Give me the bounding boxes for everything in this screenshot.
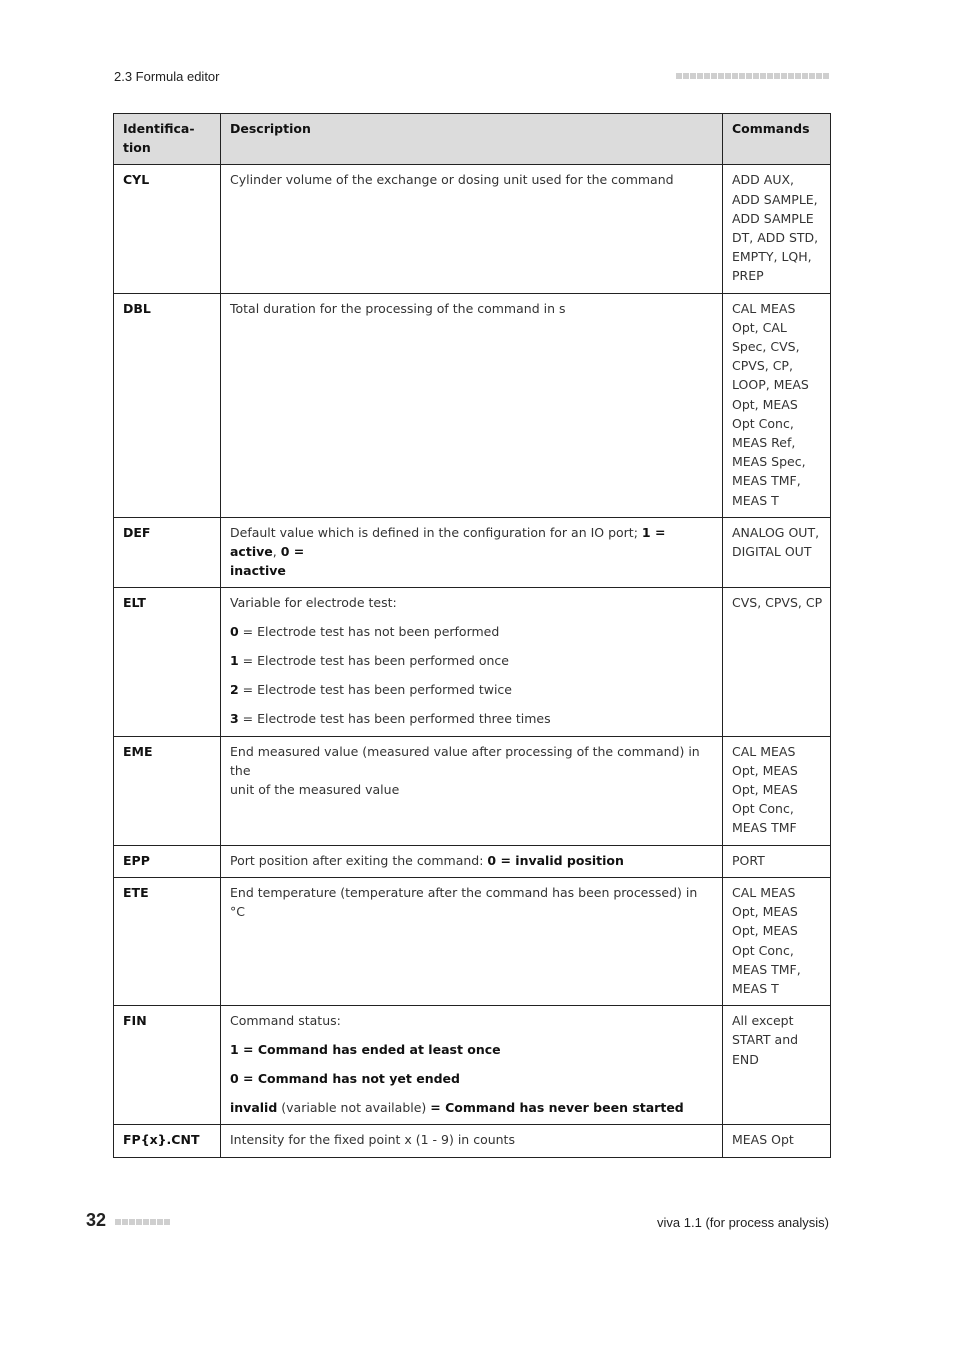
row-description xyxy=(221,588,723,736)
description-line xyxy=(230,1069,713,1088)
table-row xyxy=(114,1125,831,1157)
command-line: LOOP, MEAS xyxy=(732,377,809,393)
section-title: 2.3 Formula editor xyxy=(114,69,220,84)
table-row xyxy=(114,1006,831,1125)
square-mark xyxy=(704,73,710,79)
bold-text: 1 xyxy=(230,653,239,669)
row-description xyxy=(221,293,723,517)
text-run: = Electrode test has been performed once xyxy=(238,653,509,669)
command-line: CAL MEAS xyxy=(732,300,796,316)
description-line xyxy=(230,883,713,921)
row-commands xyxy=(723,1006,831,1125)
square-mark xyxy=(711,73,717,79)
bold-text: 0 = xyxy=(280,544,305,560)
row-description xyxy=(221,165,723,293)
command-line: CAL MEAS xyxy=(732,743,796,759)
row-description xyxy=(221,736,723,845)
row-description xyxy=(221,1006,723,1125)
description-line xyxy=(230,1040,713,1059)
bold-text: 2 xyxy=(230,682,239,698)
header-description: Description xyxy=(221,114,723,165)
table-row xyxy=(114,845,831,877)
description-line xyxy=(230,299,713,318)
row-identification: DEF xyxy=(114,517,221,588)
command-line: MEAS TMF, xyxy=(732,961,801,977)
row-commands xyxy=(723,1125,831,1157)
command-line: ANALOG OUT, xyxy=(732,524,820,540)
row-description xyxy=(221,877,723,1005)
description-line xyxy=(230,170,713,189)
square-mark xyxy=(150,1219,156,1225)
row-description xyxy=(221,1125,723,1157)
row-identification: EME xyxy=(114,736,221,845)
command-line: ADD SAMPLE, xyxy=(732,191,818,207)
row-commands xyxy=(723,588,831,736)
table-header-row xyxy=(114,114,831,165)
bold-text: invalid xyxy=(230,1100,278,1116)
command-line: MEAS T xyxy=(732,492,779,508)
square-mark xyxy=(823,73,829,79)
command-line: Opt, MEAS xyxy=(732,396,798,412)
text-run: End temperature (temperature after the command has been processed) in °C xyxy=(230,884,698,920)
document-title: viva 1.1 (for process analysis) xyxy=(657,1215,829,1230)
square-mark xyxy=(157,1219,163,1225)
page-number: 32 xyxy=(86,1210,107,1230)
square-mark xyxy=(143,1219,149,1225)
text-run: Command status: xyxy=(230,1013,341,1029)
command-line: Opt, MEAS xyxy=(732,782,798,798)
row-commands xyxy=(723,293,831,517)
command-line: MEAS Ref, xyxy=(732,435,796,451)
table-row xyxy=(114,736,831,845)
description-line xyxy=(230,1098,713,1117)
row-identification: EPP xyxy=(114,845,221,877)
description-line xyxy=(230,651,713,670)
square-mark xyxy=(122,1219,128,1225)
description-line xyxy=(230,742,713,800)
text-run: Intensity for the fixed point x (1 - 9) in counts xyxy=(230,1132,515,1148)
description-line xyxy=(230,1130,713,1149)
row-identification: ELT xyxy=(114,588,221,736)
command-line: MEAS T xyxy=(732,980,779,996)
bold-text: 0 xyxy=(230,624,239,640)
footer-decoration xyxy=(115,1219,170,1225)
command-line: Spec, CVS, xyxy=(732,339,800,355)
square-mark xyxy=(732,73,738,79)
table-row xyxy=(114,877,831,1005)
text-run: Port position after exiting the command: xyxy=(230,852,488,868)
command-line: ADD AUX, xyxy=(732,172,795,188)
bold-text: inactive xyxy=(230,563,286,579)
square-mark xyxy=(739,73,745,79)
text-run: unit of the measured value xyxy=(230,782,400,798)
square-mark xyxy=(746,73,752,79)
description-line xyxy=(230,622,713,641)
description-line xyxy=(230,523,713,581)
command-line: All except xyxy=(732,1013,794,1029)
command-line: CVS, CPVS, CP xyxy=(732,595,823,611)
bold-text: 1 = active xyxy=(230,524,666,560)
command-line: DT, ADD STD, xyxy=(732,230,819,246)
square-mark xyxy=(802,73,808,79)
text-run: = Electrode test has been performed twice xyxy=(238,682,512,698)
command-line: START and xyxy=(732,1032,799,1048)
command-line: DIGITAL OUT xyxy=(732,544,812,560)
square-mark xyxy=(781,73,787,79)
square-mark xyxy=(718,73,724,79)
row-identification: FP{x}.CNT xyxy=(114,1125,221,1157)
square-mark xyxy=(753,73,759,79)
command-line: MEAS TMF xyxy=(732,820,797,836)
row-commands xyxy=(723,877,831,1005)
bold-text: 0 = invalid position xyxy=(487,852,624,868)
text-run: = Electrode test has not been performed xyxy=(238,624,500,640)
text-run: Default value which is defined in the configuration for an IO port; xyxy=(230,524,642,540)
square-mark xyxy=(767,73,773,79)
square-mark xyxy=(795,73,801,79)
row-identification: DBL xyxy=(114,293,221,517)
command-line: Opt, MEAS xyxy=(732,762,798,778)
text-run: Cylinder volume of the exchange or dosing unit used for the command xyxy=(230,172,674,188)
command-line: PORT xyxy=(732,852,765,868)
text-run: (variable not available) xyxy=(277,1100,431,1116)
row-description xyxy=(221,845,723,877)
text-run: Variable for electrode test: xyxy=(230,595,397,611)
command-line: Opt, MEAS xyxy=(732,923,798,939)
table-row xyxy=(114,165,831,293)
row-identification: CYL xyxy=(114,165,221,293)
square-mark xyxy=(129,1219,135,1225)
square-mark xyxy=(760,73,766,79)
row-identification: ETE xyxy=(114,877,221,1005)
row-commands xyxy=(723,736,831,845)
square-mark xyxy=(697,73,703,79)
bold-text: 3 xyxy=(230,711,239,727)
command-line: Opt Conc, xyxy=(732,801,794,817)
command-line: EMPTY, LQH, xyxy=(732,249,812,265)
command-line: ADD SAMPLE xyxy=(732,210,814,226)
text-run: Total duration for the processing of the command in s xyxy=(230,300,566,316)
command-line: Opt, MEAS xyxy=(732,904,798,920)
square-mark xyxy=(788,73,794,79)
text-run: , xyxy=(272,544,281,560)
square-mark xyxy=(809,73,815,79)
square-mark xyxy=(816,73,822,79)
command-line: CPVS, CP, xyxy=(732,358,793,374)
text-run: = Electrode test has been performed three times xyxy=(238,711,551,727)
table-row xyxy=(114,517,831,588)
square-mark xyxy=(774,73,780,79)
table-row xyxy=(114,293,831,517)
command-line: Opt Conc, xyxy=(732,415,794,431)
command-line: PREP xyxy=(732,268,764,284)
command-line: Opt Conc, xyxy=(732,942,794,958)
square-mark xyxy=(164,1219,170,1225)
command-line: MEAS TMF, xyxy=(732,473,801,489)
bold-text: 0 = Command has not yet ended xyxy=(230,1071,460,1087)
header-identification: Identifica- tion xyxy=(114,114,221,165)
square-mark xyxy=(725,73,731,79)
text-run: End measured value (measured value after processing of the command) in the xyxy=(230,743,700,778)
identification-table xyxy=(113,113,831,1158)
row-description xyxy=(221,517,723,588)
description-line xyxy=(230,851,713,870)
command-line: Opt, CAL xyxy=(732,319,787,335)
description-line xyxy=(230,680,713,699)
description-line xyxy=(230,593,713,612)
description-line xyxy=(230,1011,713,1030)
bold-text: 1 = Command has ended at least once xyxy=(230,1042,501,1058)
row-commands xyxy=(723,165,831,293)
square-mark xyxy=(676,73,682,79)
bold-text: = Command has never been started xyxy=(430,1100,684,1116)
row-commands xyxy=(723,517,831,588)
square-mark xyxy=(136,1219,142,1225)
square-mark xyxy=(683,73,689,79)
description-line xyxy=(230,709,713,728)
row-identification: FIN xyxy=(114,1006,221,1125)
header-decoration xyxy=(676,73,829,79)
command-line: CAL MEAS xyxy=(732,884,796,900)
command-line: END xyxy=(732,1051,759,1067)
table-row xyxy=(114,588,831,736)
command-line: MEAS Opt xyxy=(732,1132,794,1148)
header-commands: Commands xyxy=(723,114,831,165)
square-mark xyxy=(690,73,696,79)
square-mark xyxy=(115,1219,121,1225)
command-line: MEAS Spec, xyxy=(732,454,806,470)
row-commands xyxy=(723,845,831,877)
